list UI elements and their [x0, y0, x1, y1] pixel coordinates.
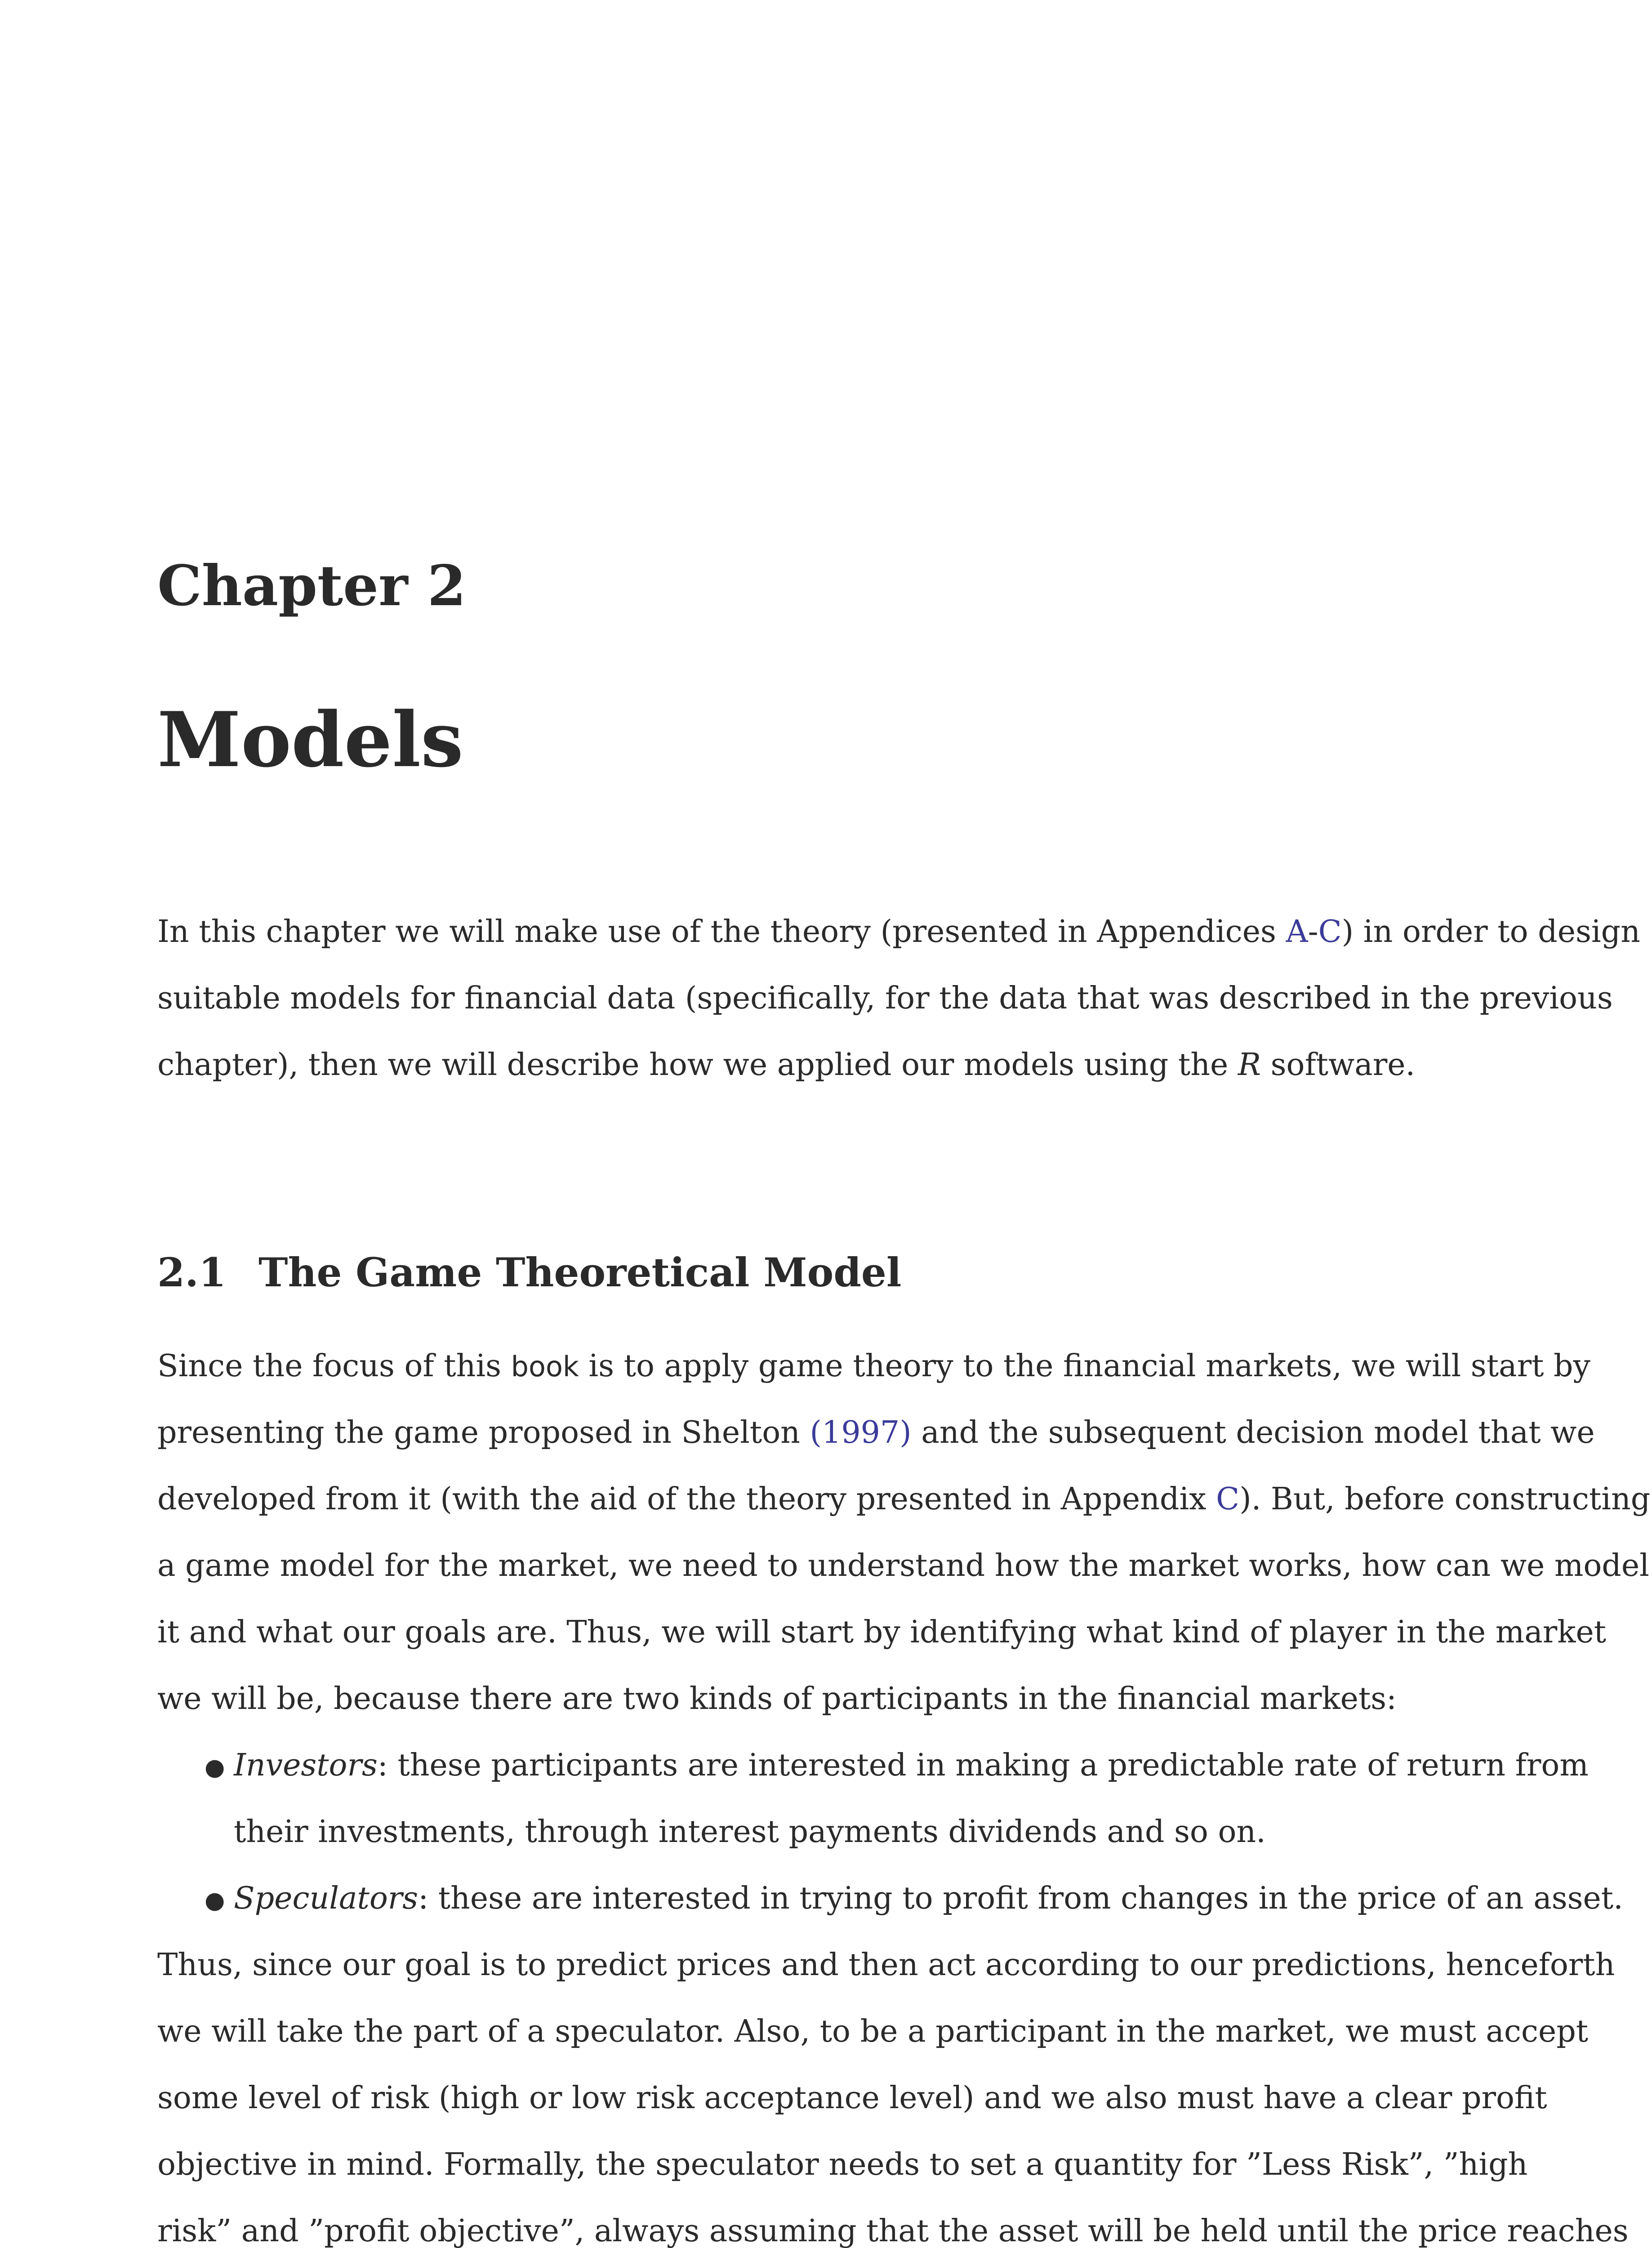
chapter-label: Chapter 2	[157, 553, 466, 619]
bullet-investors-line-2: their investments, through interest payments dividends and so on.	[234, 1814, 1266, 1850]
para2-line-5: risk” and ”profit objective”, always assuming that the asset will be held until the price reaches	[157, 2213, 1629, 2248]
para1-line-6: we will be, because there are two kinds of participants in the financial markets:	[157, 1681, 1397, 1717]
para1-line-4: a game model for the market, we need to understand how the market works, how can we model	[157, 1548, 1649, 1583]
chapter-title: Models	[157, 695, 463, 784]
section-number: 2.1	[157, 1249, 227, 1296]
book-word: book	[511, 1350, 579, 1383]
section-heading	[157, 1249, 901, 1296]
para2-line-1: Thus, since our goal is to predict prices and then act according to our predictions, henceforth	[157, 1947, 1615, 1983]
r-software-name: R	[1238, 1047, 1261, 1083]
para1-line-3: developed from it (with the aid of the theory presented in Appendix C). But, before constructing	[157, 1481, 1651, 1517]
para1-line-5: it and what our goals are. Thus, we will start by identifying what kind of player in the market	[157, 1615, 1607, 1650]
intro-line-1: In this chapter we will make use of the theory (presented in Appendices A-C) in order to design	[157, 914, 1640, 950]
para2-line-2: we will take the part of a speculator. Also, to be a participant in the market, we must accept	[157, 2014, 1589, 2049]
para1-line-1: Since the focus of this book is to apply game theory to the financial markets, we will start by	[157, 1348, 1590, 1384]
shelton-1997-citation-link[interactable]: (1997)	[810, 1415, 912, 1450]
speculators-term: Speculators	[234, 1881, 419, 1916]
bullet-icon: ●	[205, 1887, 225, 1914]
para2-line-3: some level of risk (high or low risk acceptance level) and we also must have a clear profit	[157, 2080, 1547, 2116]
bullet-investors-line-1: Investors: these participants are interested in making a predictable rate of return from	[234, 1748, 1589, 1783]
appendix-a-link[interactable]: A	[1286, 914, 1308, 950]
para1-line-2: presenting the game proposed in Shelton (1997) and the subsequent decision model that we	[157, 1415, 1595, 1450]
section-title: The Game Theoretical Model	[258, 1249, 902, 1296]
investors-term: Investors	[234, 1748, 378, 1783]
para2-line-4: objective in mind. Formally, the speculator needs to set a quantity for ”Less Risk”, ”high	[157, 2147, 1528, 2182]
appendix-c-link-2[interactable]: C	[1216, 1481, 1240, 1517]
intro-line-2: suitable models for financial data (specifically, for the data that was described in the previous	[157, 981, 1613, 1016]
intro-line-3: chapter), then we will describe how we applied our models using the R software.	[157, 1047, 1416, 1083]
bullet-speculators-line-1: Speculators: these are interested in trying to profit from changes in the price of an asset.	[234, 1881, 1623, 1916]
bullet-icon: ●	[205, 1754, 225, 1781]
appendix-c-link[interactable]: C	[1318, 914, 1342, 950]
